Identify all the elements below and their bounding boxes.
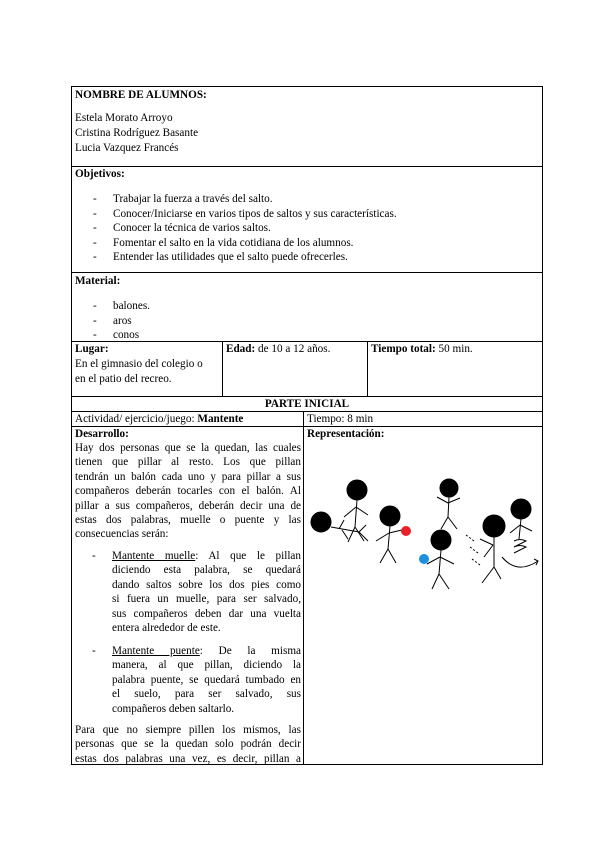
paragraph-line: el suelo, para ser salvado, sus xyxy=(112,688,301,701)
students-section xyxy=(71,86,543,167)
paragraph-line: manera, al que pillan, diciendo la xyxy=(112,659,301,672)
edad-value: de 10 a 12 años. xyxy=(258,343,331,355)
stick-figure xyxy=(480,515,505,583)
stick-figure xyxy=(437,479,460,529)
paragraph-line: diciendo esta palabra, se quedará xyxy=(112,564,301,577)
list-item: - Trabajar la fuerza a través del salto. xyxy=(75,192,397,207)
paragraph-line: tienen que pillar al resto. Los que pillan xyxy=(75,456,301,469)
tiempo-cell xyxy=(303,411,543,427)
edad-line xyxy=(226,342,330,357)
paragraph-line: estas dos palabras una vez, es decir, pillan a xyxy=(75,752,301,765)
objectives-heading: Objetivos: xyxy=(75,168,125,180)
tiempo-total-label: Tiempo total: xyxy=(371,343,436,355)
muelle-line-0: : Al que le pillan xyxy=(195,550,301,562)
lugar-value-line2: en el patio del recreo. xyxy=(75,373,172,385)
parte-inicial-header xyxy=(71,396,543,412)
paragraph-line: Para que no siempre pillen los mismos, las xyxy=(75,724,301,736)
stick-figure xyxy=(344,480,368,542)
paragraph-line: personas que se la quedan solo podrán decir xyxy=(75,738,301,751)
muelle-title: Mantente muelle xyxy=(112,550,196,562)
paragraph-line: dando saltos sobre los dos pies como xyxy=(112,578,301,591)
paragraph-line: Hay dos personas que se la quedan, las cuales xyxy=(75,442,301,454)
paragraph-line xyxy=(112,644,301,658)
objectives-list xyxy=(75,192,397,265)
tiempo-total-value: 50 min. xyxy=(438,343,473,355)
muelle-text xyxy=(112,549,301,635)
list-item: - Fomentar el salto en la vida cotidiana de los alumnos. xyxy=(75,236,397,251)
paragraph-line: si fuera un muelle, para ser salvado, xyxy=(112,593,301,606)
list-item: - Entender las utilidades que el salto puede ofrecerles. xyxy=(75,250,397,265)
actividad-name: Mantente xyxy=(197,413,244,425)
parte-title: PARTE INICIAL xyxy=(264,398,350,410)
paragraph-line: sus compañeros deben dar una vuelta xyxy=(112,607,301,620)
list-item: - Conocer/Iniciarse en varios tipos de saltos y sus características. xyxy=(75,207,397,222)
stick-figure xyxy=(376,506,402,563)
paragraph-line: compañeros deben saltarlo. xyxy=(112,702,235,715)
paragraph-line: consecuencias serán: xyxy=(75,528,169,541)
actividad-line xyxy=(75,412,243,426)
material-list xyxy=(75,299,150,343)
student-name: Lucia Vazquez Francés xyxy=(75,142,179,154)
list-item: - conos xyxy=(75,328,150,343)
blue-ball xyxy=(419,554,429,564)
material-section xyxy=(71,272,543,342)
list-item: - Conocer la técnica de varios saltos. xyxy=(75,221,397,236)
dash-bullet: - xyxy=(92,645,96,657)
game-illustration xyxy=(304,427,542,764)
desarrollo-outro xyxy=(75,723,301,766)
tiempo-total-line xyxy=(371,342,473,357)
puente-line-0: : De la misma xyxy=(199,645,301,657)
representacion-heading: Representación: xyxy=(307,428,385,440)
red-ball xyxy=(401,526,411,536)
stick-figure xyxy=(311,512,368,541)
paragraph-line: estas dos palabras, muelle o puente y las xyxy=(75,514,301,527)
paragraph-line: entera alrededor de este. xyxy=(112,622,221,635)
student-name: Estela Morato Arroyo xyxy=(75,112,173,124)
list-item: - aros xyxy=(75,314,150,329)
tiempo-value: Tiempo: 8 min xyxy=(307,413,374,425)
desarrollo-heading: Desarrollo: xyxy=(75,428,129,440)
puente-title: Mantente puente xyxy=(112,645,200,657)
paragraph-line xyxy=(112,549,301,563)
paragraph-line: palabra puente, se quedará tumbado en xyxy=(112,673,301,686)
dash-bullet: - xyxy=(92,550,96,562)
lugar-value-line1: En el gimnasio del colegio o xyxy=(75,358,203,370)
lugar-label: Lugar: xyxy=(75,343,109,355)
students-heading: NOMBRE DE ALUMNOS: xyxy=(75,89,207,101)
puente-text xyxy=(112,644,301,716)
lugar-cell xyxy=(71,341,223,397)
representacion-cell xyxy=(303,426,543,765)
paragraph-line: tendrán un balón cada uno y para pillar a sus xyxy=(75,470,301,483)
actividad-cell xyxy=(71,411,304,427)
paragraph-line: compañeros deberán tocarles con el balón. Al xyxy=(75,485,301,498)
tiempo-total-cell xyxy=(367,341,543,397)
objectives-section xyxy=(71,166,543,273)
edad-label: Edad: xyxy=(226,343,256,355)
student-name: Cristina Rodríguez Basante xyxy=(75,127,199,139)
desarrollo-intro xyxy=(75,441,301,542)
desarrollo-cell xyxy=(71,426,304,765)
stick-figure xyxy=(502,499,538,567)
material-heading: Material: xyxy=(75,275,121,287)
actividad-label: Actividad/ ejercicio/juego: xyxy=(75,413,195,425)
paragraph-line: pillar a sus compañeros, deberán decir una de xyxy=(75,499,301,512)
list-item: - balones. xyxy=(75,299,150,314)
stick-figure xyxy=(427,530,454,589)
edad-cell xyxy=(222,341,368,397)
